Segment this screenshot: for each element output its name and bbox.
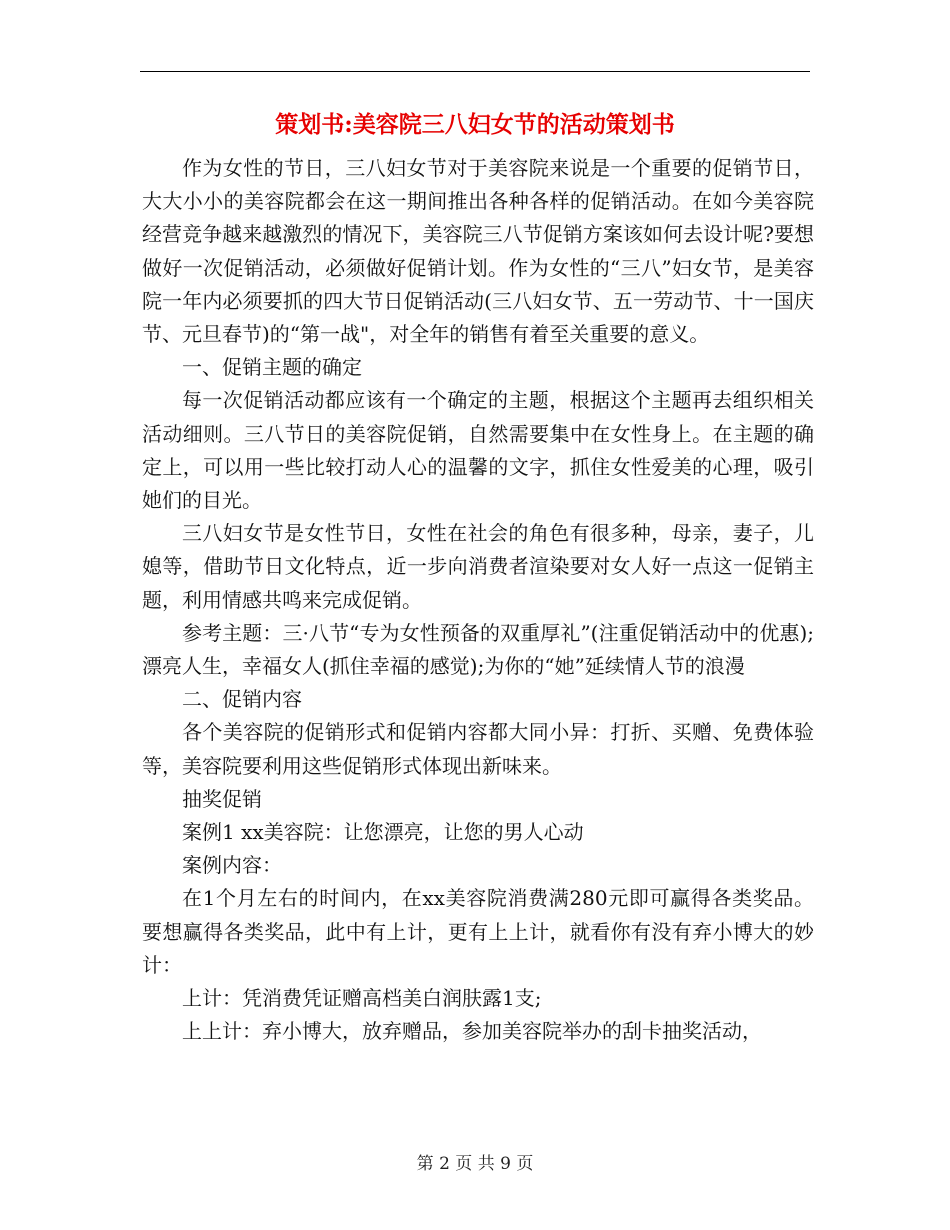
case-content-label: 案例内容： bbox=[182, 853, 282, 878]
paragraph-women-roles: 三八妇女节是女性节日，女性在社会的角色有很多种，母亲，妻子，儿媳等，借助节日文化特点，近一步向消费者渲染要对女人好一点这一促销主题，利用情感共鸣来完成促销。 bbox=[142, 521, 814, 612]
paragraph-best-plan: 上上计：弃小博大，放弃赠品，参加美容院举办的刮卡抽奖活动， bbox=[182, 1019, 762, 1044]
section-heading-theme: 一、促销主题的确定 bbox=[182, 355, 362, 380]
page-number: 第 2 页 共 9 页 bbox=[416, 1154, 534, 1174]
paragraph-upper-plan: 上计：凭消费凭证赠高档美白润肤露1支; bbox=[182, 986, 542, 1011]
document-body bbox=[142, 152, 814, 1048]
paragraph-theme: 每一次促销活动都应该有一个确定的主题，根据这个主题再去组织相关活动细则。三八节日的美容院促销，自然需要集中在女性身上。在主题的确定上，可以用一些比较打动人心的温馨的文字，抓住女性爱美的心理，吸引她们的目光。 bbox=[142, 388, 814, 513]
section-heading-content: 二、促销内容 bbox=[182, 687, 302, 712]
paragraph-intro: 作为女性的节日，三八妇女节对于美容院来说是一个重要的促销节日，大大小小的美容院都会在这一期间推出各种各样的促销活动。在如今美容院经营竞争越来越激烈的情况下，美容院三八节促销方案该如何去设计呢?要想做好一次促销活动，必须做好促销计划。作为女性的“三八”妇女节，是美容院一年内必须要抓的四大节日促销活动(三八妇女节、五一劳动节、十一国庆节、元旦春节)的“第一战"，对全年的销售有着至关重要的意义。 bbox=[142, 156, 814, 347]
header-rule bbox=[140, 71, 810, 72]
paragraph-case-detail: 在1个月左右的时间内，在xx美容院消费满280元即可赢得各类奖品。要想赢得各类奖品，此中有上计，更有上上计，就看你有没有弃小博大的妙计： bbox=[142, 886, 814, 977]
document-title: 策划书:美容院三八妇女节的活动策划书 bbox=[275, 111, 675, 138]
paragraph-promotion-forms: 各个美容院的促销形式和促销内容都大同小异：打折、买赠、免费体验等，美容院要利用这些促销形式体现出新味来。 bbox=[142, 720, 814, 778]
case-title: 案例1 xx美容院：让您漂亮，让您的男人心动 bbox=[182, 820, 584, 845]
paragraph-reference-themes: 参考主题：三·八节“专为女性预备的双重厚礼”(注重促销活动中的优惠);漂亮人生，幸福女人(抓住幸福的感觉);为你的“她”延续情人节的浪漫 bbox=[142, 620, 814, 679]
subheading-lottery: 抽奖促销 bbox=[182, 786, 262, 811]
